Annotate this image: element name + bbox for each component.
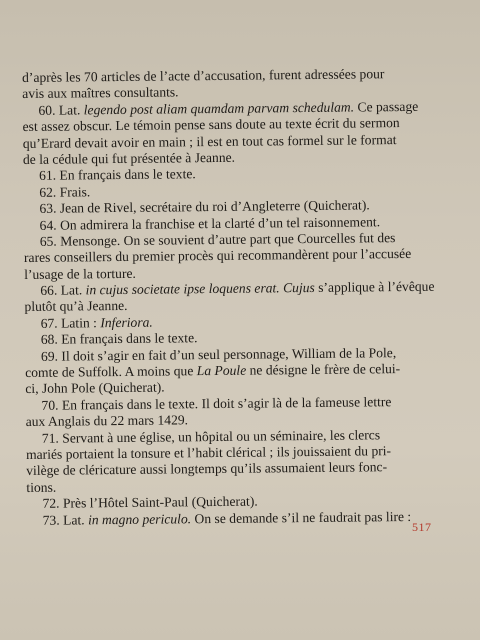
text-run: ci, John Pole (Quicherat).	[25, 379, 165, 397]
text-run: 65. Mensonge. On se souvient d’autre part que Courcelles fut des	[39, 230, 396, 249]
text-run: vilège de cléricature aussi longtemps qu’ils assumaient leurs fonc-	[26, 459, 388, 479]
text-run: 61. En français dans le texte.	[39, 166, 196, 184]
text-run: 72. Près l’Hôtel Saint-Paul (Quicherat).	[42, 493, 258, 511]
text-run: mariés portaient la tonsure et l’habit clérical ; ils jouissaient du pri-	[25, 443, 392, 462]
text-run: 68. En français dans le texte.	[40, 330, 198, 348]
text-run: 66. Lat.	[40, 282, 86, 298]
text-run: est assez obscur. Le témoin pense sans doute au texte écrit du sermon	[22, 115, 400, 135]
text-run: s’applique à l’évêque	[314, 278, 435, 296]
text-run: ne désigne le frère de celui-	[246, 361, 401, 378]
text-run: 67. Latin :	[40, 315, 101, 331]
text-run: 71. Servant à une église, un hôpital ou un séminaire, les clercs	[41, 426, 381, 446]
text-run: aux Anglais du 22 mars 1429.	[25, 412, 189, 430]
text-line	[27, 508, 463, 529]
italic-text: La Poule	[196, 362, 247, 379]
footnotes-block	[22, 65, 463, 528]
text-run: comte de Suffolk. A moins que	[25, 363, 197, 381]
text-run: 60. Lat.	[38, 102, 84, 118]
text-run: 63. Jean de Rivel, secrétaire du roi d’Angleterre (Quicherat).	[39, 197, 370, 216]
page-number: 517	[412, 520, 432, 534]
italic-text: legendo post aliam quamdam parvam schedulam.	[83, 99, 355, 118]
text-run: d’après les 70 articles de l’acte d’accusation, furent adressées pour	[22, 66, 385, 85]
text-run: On se demande s’il ne faudrait pas lire :	[191, 508, 412, 526]
text-run: qu’Erard devait avoir en main ; il est en tout cas formel sur le format	[22, 131, 397, 151]
italic-text: Inferiora.	[100, 314, 153, 331]
text-run: 64. On admirera la franchise et la clarté d’un tel raisonnement.	[39, 213, 381, 233]
text-run: avis aux maîtres consultants.	[22, 84, 179, 102]
text-run: 62. Frais.	[39, 184, 91, 200]
italic-text: in magno periculo.	[87, 510, 192, 527]
text-run: rares conseillers du premier procès qui recommandèrent pour l’accusée	[23, 246, 412, 266]
text-run: Ce passage	[353, 98, 419, 115]
text-run: tions.	[26, 479, 57, 495]
text-run: 69. Il doit s’agir en fait d’un seul personnage, William de la Pole,	[40, 344, 397, 364]
text-run: 70. En français dans le texte. Il doit s’agir là de la fameuse lettre	[41, 393, 392, 413]
text-run: plutôt qu’à Jeanne.	[24, 298, 128, 315]
text-run: 73. Lat.	[42, 511, 89, 528]
text-run: de la cédule qui fut présentée à Jeanne.	[22, 149, 236, 167]
italic-text: in cujus societate ipse loquens erat. Cujus	[85, 280, 315, 298]
text-run: l’usage de la torture.	[24, 265, 136, 282]
